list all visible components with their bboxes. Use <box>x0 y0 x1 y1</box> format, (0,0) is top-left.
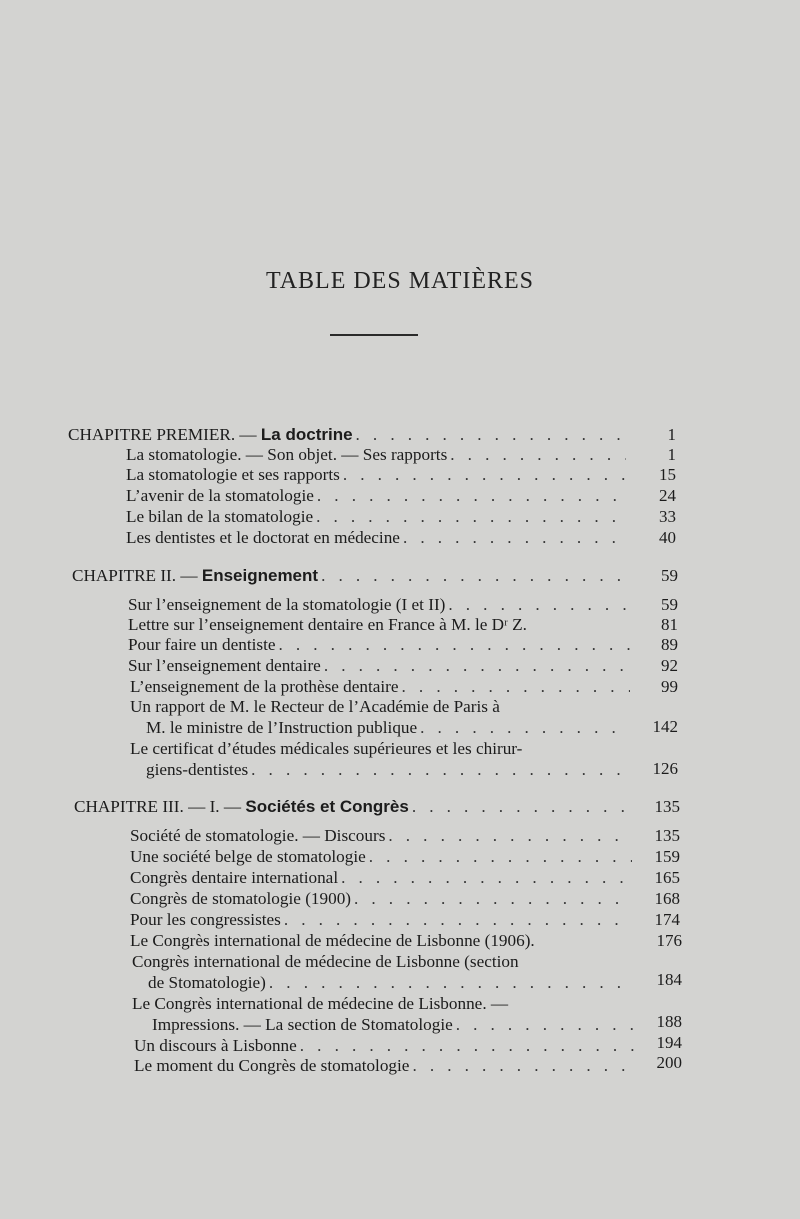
chapter-name: Sociétés et Congrès <box>245 797 409 816</box>
entry-page-number: 59 <box>661 595 678 614</box>
toc-entry: de Stomatologie) . . . <box>148 972 636 993</box>
entry-page-number: 159 <box>654 847 680 866</box>
entry-page-number: 33 <box>659 507 676 526</box>
toc-entry: Le Congrès international de médecine de Lisbonne (1906). <box>130 931 535 950</box>
toc-entry: Société de stomatologie. — Discours . . . <box>130 825 636 846</box>
entry-page-number: 126 <box>652 759 678 778</box>
toc-entry: Lettre sur l’enseignement dentaire en France à M. le Dʳ Z. <box>128 615 527 634</box>
toc-entry: La stomatologie. — Son objet. — Ses rapports . . . <box>126 444 630 465</box>
toc-entry: Les dentistes et le doctorat en médecine . . . <box>126 527 630 548</box>
entry-page-number: 174 <box>654 910 680 929</box>
entry-page-number: 194 <box>656 1033 682 1052</box>
title-divider <box>330 334 418 336</box>
chapter-name: La doctrine <box>260 425 353 444</box>
toc-entry: Le moment du Congrès de stomatologie . . . <box>134 1055 638 1076</box>
toc-entry-line: Un rapport de M. le Recteur de l’Académie de Paris à <box>130 697 500 716</box>
entry-page-number: 1 <box>667 445 676 464</box>
entry-page-number: 24 <box>659 486 676 505</box>
toc-entry-line: Le certificat d’études médicales supérieures et les chirur- <box>130 739 523 758</box>
chapter-page-number: 1 <box>667 425 676 444</box>
toc-entry: La stomatologie et ses rapports . . . <box>126 464 630 485</box>
chapter-name: Enseignement <box>201 566 319 585</box>
toc-entry: Sur l’enseignement dentaire . . . <box>128 655 634 676</box>
chapter-heading <box>72 565 634 586</box>
toc-entry: L’enseignement de la prothèse dentaire . . . <box>130 676 634 697</box>
toc-entry: Impressions. — La section de Stomatologie . . . <box>152 1014 638 1035</box>
toc-entry: L’avenir de la stomatologie . . . <box>126 485 630 506</box>
toc-entry: Pour les congressistes . . . <box>130 909 636 930</box>
entry-page-number: 165 <box>654 868 680 887</box>
leader-dots <box>412 796 632 817</box>
toc-entry: M. le ministre de l’Instruction publique . . . <box>146 717 634 738</box>
chapter-label: CHAPITRE III. — I. — <box>74 797 242 816</box>
toc-entry-line: Congrès international de médecine de Lisbonne (section <box>132 952 519 971</box>
toc-entry: Sur l’enseignement de la stomatologie (I et II) . . . <box>128 594 634 615</box>
toc-entry: Pour faire un dentiste . . . <box>128 634 634 655</box>
entry-page-number: 15 <box>659 465 676 484</box>
entry-page-number: 142 <box>652 717 678 736</box>
toc-entry: Congrès dentaire international . . . <box>130 867 636 888</box>
toc-entry: giens-dentistes . . . <box>146 759 634 780</box>
chapter-page-number: 59 <box>661 566 678 585</box>
entry-page-number: 40 <box>659 528 676 547</box>
entry-page-number: 81 <box>661 615 678 634</box>
chapter-page-number: 135 <box>654 797 680 816</box>
entry-page-number: 184 <box>656 970 682 989</box>
toc-entry: Congrès de stomatologie (1900) . . . <box>130 888 636 909</box>
toc-entry: Un discours à Lisbonne . . . <box>134 1035 638 1056</box>
entry-page-number: 89 <box>661 635 678 654</box>
entry-page-number: 168 <box>654 889 680 908</box>
toc-entry-line: Le Congrès international de médecine de Lisbonne. — <box>132 994 509 1013</box>
entry-page-number: 135 <box>654 826 680 845</box>
toc-entry: Une société belge de stomatologie . . . <box>130 846 636 867</box>
chapter-label: CHAPITRE PREMIER. — <box>68 425 257 444</box>
page-title: TABLE DES MATIÈRES <box>265 268 535 294</box>
entry-page-number: 188 <box>656 1012 682 1031</box>
entry-page-number: 99 <box>661 677 678 696</box>
leader-dots <box>321 565 630 586</box>
entry-page-number: 200 <box>656 1053 682 1072</box>
chapter-label: CHAPITRE II. — <box>72 566 198 585</box>
entry-page-number: 92 <box>661 656 678 675</box>
chapter-heading <box>68 424 630 445</box>
leader-dots <box>356 424 626 445</box>
toc-entry: Le bilan de la stomatologie . . . <box>126 506 630 527</box>
entry-page-number: 176 <box>656 931 682 950</box>
chapter-heading <box>74 796 636 817</box>
